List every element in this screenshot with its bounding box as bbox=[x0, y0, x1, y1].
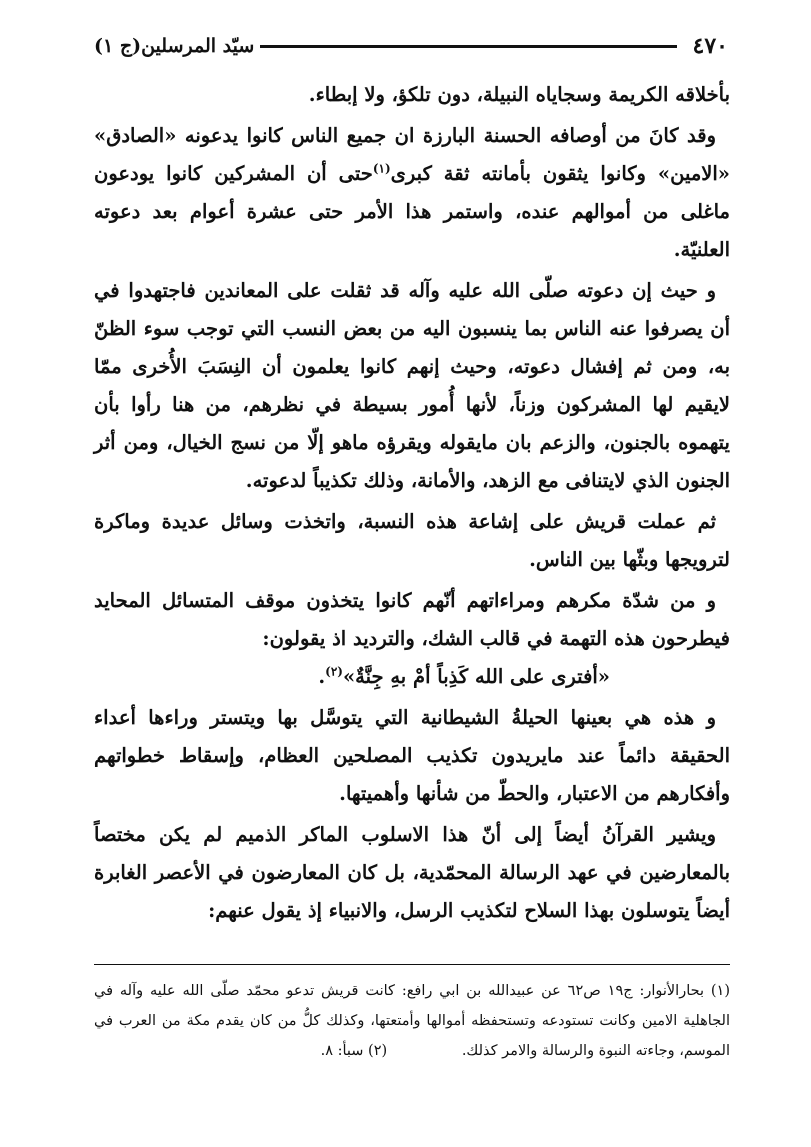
footnote-1: (١) بحارالأنوار: ج١٩ ص٦٢ عن عبيدالله بن ابي رافع: كانت قريش تدعو محمّد صلّى الله عليه وآله في الجاهلية الامين وكانت تستودعه وتستحفظه أموالها وأمتعتها، وكذلك كلُّ من كان يقدم مكة من العرب في الموسم، وجاءته النبوة والرسالة والامر كذلك. bbox=[94, 983, 731, 1059]
paragraph-2-part-a: وقد كانَ من أوصافه الحسنة البارزة ان جميع الناس كانوا يدعونه «الصادق» «الامين» وكانوا يثقون بأمانته ثقة كبرى bbox=[94, 124, 730, 185]
header-rule bbox=[260, 45, 676, 48]
quran-quote-text: «أفترى على الله كَذِباً أمْ بهِ جِنَّةٌ» bbox=[342, 665, 610, 688]
paragraph-2 bbox=[94, 117, 730, 269]
footnote-ref-2[interactable]: (٢) bbox=[325, 664, 343, 679]
paragraph-2-part-b: حتى أن المشركين كانوا يودعون ماغلى من أموالهم عنده، واستمر هذا الأمر حتى عشرة أعوام بعد دعوته العلنيّة. bbox=[94, 162, 730, 261]
paragraph-4: ثم عملت قريش على إشاعة هذه النسبة، واتخذت وسائل عديدة وماكرة لترويجها وبثّها بين الناس. bbox=[94, 510, 730, 571]
paragraph-1: بأخلاقه الكريمة وسجاياه النبيلة، دون تلكؤ، ولا إبطاء. bbox=[308, 83, 730, 106]
running-title: سيّد المرسلين(ج ١) bbox=[94, 35, 255, 57]
footnote-ref-1[interactable]: (١) bbox=[372, 161, 391, 176]
paragraph-5: و من شدّة مكرهم ومراءاتهم أنّهم كانوا يتخذون موقف المتسائل المحايد فيطرحون هذه التهمة في قالب الشك، والترديد اذ يقولون: bbox=[94, 589, 730, 650]
paragraph-7: ويشير القرآنُ أيضاً إلى أنّ هذا الاسلوب الماكر الذميم لم يكن مختصاً بالمعارضين في عهد الرسالة المحمّدية، بل كان المعارضون في الأعصر الغابرة أيضاً يتوسلون بهذا السلاح لتكذيب الرسل، والانبياء إذ يقول عنهم: bbox=[94, 823, 730, 922]
footnote-2: (٢) سبأ: ٨. bbox=[320, 1043, 388, 1059]
paragraph-6: و هذه هي بعينها الحيلةُ الشيطانية التي يتوسَّل بها ويتستر وراءها أعداء الحقيقة دائماً عند مايريدون تكذيب المصلحين العظام، وإسقاط خطواتهم وأفكارهم من الاعتبار، والحطّ من شأنها وأهميتها. bbox=[94, 706, 730, 805]
main-text bbox=[94, 76, 730, 930]
page-number: ٤٧٠ bbox=[692, 33, 728, 59]
quran-quote: «أفترى على الله كَذِباً أمْ بهِ جِنَّةٌ»$^{(٢)}$. bbox=[318, 664, 610, 688]
footnote-rule bbox=[94, 964, 730, 965]
page-header bbox=[94, 28, 728, 64]
footnotes bbox=[94, 976, 730, 1066]
paragraph-3: و حيث إن دعوته صلّى الله عليه وآله قد ثقلت على المعاندين فاجتهدوا في أن يصرفوا عنه الناس بما ينسبون اليه من بعض النسب التي توجب سوء الظنّ به، ومن ثم إفشال دعوته، وحيث إنهم كانوا يعلمون أن النِسَبَ الأُخرى ممّا لايقيم لها المشركون وزناً، لأنها أُمور بسيطة في نظرهم، من هنا رأوا بأن يتهموه بالجنون، والزعم بان مايقوله ويقرؤه ماهو إلّا من نسج الخيال، ومن أثر الجنون الذي لايتنافى مع الزهد، والأمانة، وذلك تكذيباً لدعوته. bbox=[94, 279, 730, 492]
